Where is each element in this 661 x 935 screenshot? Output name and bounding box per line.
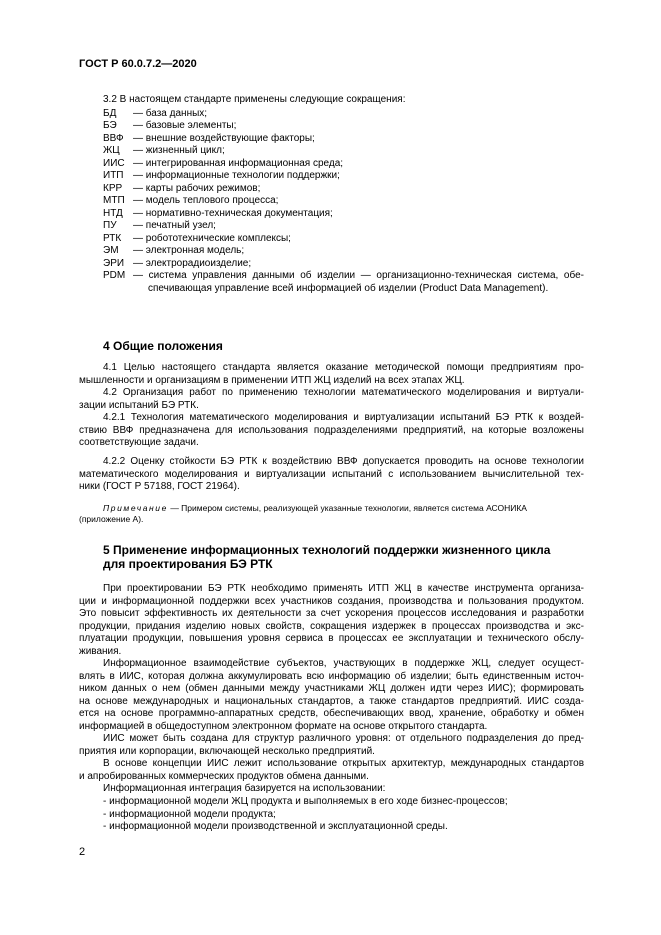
abbreviation-item bbox=[103, 183, 584, 196]
page-number: 2 bbox=[79, 846, 86, 858]
text-line: мышленности и организациям в применении ИТП ЖЦ изделий на всех этапах ЖЦ. bbox=[79, 374, 465, 386]
note-label: Примечание bbox=[103, 503, 168, 513]
paragraph-4-2-2 bbox=[79, 456, 584, 494]
abbreviation-item bbox=[103, 170, 584, 183]
heading-text: 4 Общие положения bbox=[103, 339, 223, 353]
text-line: ИИС может быть создана для структур различного уровня: от отдельного подразделения до пред- bbox=[103, 733, 584, 744]
section-5-paragraph-4 bbox=[79, 758, 584, 783]
abbreviation-definition: — робототехнические комплексы; bbox=[133, 232, 291, 244]
heading-text: для проектирования БЭ РТК bbox=[103, 557, 273, 571]
abbreviation-definition: — электрорадиоизделие; bbox=[133, 257, 252, 269]
text-line: влять в ИИС, которая должна аккумулировать всю информацию об изделии; быть единственным источ- bbox=[79, 670, 584, 682]
abbreviation-definition: — внешние воздействующие факторы; bbox=[133, 132, 315, 144]
text-line: 4.1 Целью настоящего стандарта является оказание методической помощи предприятиям про- bbox=[103, 362, 584, 373]
list-item: - информационной модели ЖЦ продукта и выполняемых в его ходе бизнес-процессов; bbox=[103, 796, 508, 807]
text-line: 4.2.1 Технология математического моделирования и виртуализации испытаний БЭ РТК к воздей- bbox=[103, 412, 584, 423]
text-line: ции и информационной поддержки всех участников создания, производства и пользования продуктом. bbox=[79, 595, 584, 607]
text-line: информацией в общедоступном электронном формате на основе открытого стандарта. bbox=[79, 720, 488, 732]
abbreviation-item bbox=[103, 233, 584, 246]
abbreviation-definition: — интегрированная информационная среда; bbox=[133, 157, 344, 169]
abbreviation-definition: — нормативно-техническая документация; bbox=[133, 207, 333, 219]
abbreviation-code: БД bbox=[103, 107, 117, 119]
abbreviation-definition: — модель теплового процесса; bbox=[133, 195, 279, 206]
abbreviation-item bbox=[103, 145, 584, 158]
text-line: на основе международных и национальных стандартов, а также стандартов предприятий. ИИС созда- bbox=[79, 695, 584, 707]
abbreviation-code: ИТП bbox=[103, 170, 124, 181]
text-line: живания. bbox=[79, 645, 122, 657]
abbreviation-definition: — базовые элементы; bbox=[133, 120, 237, 131]
text-line: (приложение А). bbox=[79, 514, 144, 524]
abbreviation-code: ЖЦ bbox=[103, 145, 120, 156]
abbreviation-item bbox=[103, 133, 584, 146]
abbreviation-item bbox=[103, 245, 584, 258]
abbreviation-definition: — жизненный цикл; bbox=[133, 145, 225, 156]
text-line: ется на основе программно-аппаратных средств, обеспечивающих ввод, хранение, обработку и обмен bbox=[79, 708, 584, 719]
abbreviation-item bbox=[103, 258, 584, 271]
abbreviation-item bbox=[103, 108, 584, 121]
list-item: - информационной модели продукта; bbox=[103, 808, 276, 820]
paragraph-4-2-1 bbox=[79, 412, 584, 450]
text-line: 4.2 Организация работ по применению технологии математического моделирования и виртуали- bbox=[103, 387, 584, 398]
text-line: ники (ГОСТ Р 57188, ГОСТ 21964). bbox=[79, 481, 240, 492]
abbreviation-code: МТП bbox=[103, 195, 125, 206]
text-line: ствию ВВФ предназначена для использования подразделениями предприятий, на которые возложены bbox=[79, 424, 584, 436]
text-line: Информационное взаимодействие субъектов, участвующих в поддержке ЖЦ, следует осущест- bbox=[103, 658, 584, 669]
text-line: продукции, придания изделию новых свойств, сокращения издержек в процессах производства и экс- bbox=[79, 620, 584, 632]
text-line: приятия или корпорации, включающей несколько предприятий. bbox=[79, 745, 375, 757]
abbreviation-item-pdm bbox=[103, 270, 584, 295]
abbreviation-code: БЭ bbox=[103, 120, 117, 131]
text-line: и апробированных коммерческих продуктов обмена данными. bbox=[79, 770, 369, 782]
note-block bbox=[79, 503, 584, 525]
abbreviation-definition bbox=[133, 270, 584, 295]
abbreviations-intro bbox=[79, 94, 584, 107]
standard-code-header: ГОСТ Р 60.0.7.2—2020 bbox=[79, 58, 197, 70]
abbreviation-code: ПУ bbox=[103, 220, 117, 231]
text-line: При проектировании БЭ РТК необходимо применять ИТП ЖЦ в качестве инструмента организа- bbox=[103, 583, 584, 594]
abbreviation-definition: — карты рабочих режимов; bbox=[133, 182, 261, 194]
section-5-paragraph-3 bbox=[79, 733, 584, 758]
section-4-heading bbox=[103, 339, 584, 353]
abbreviation-item bbox=[103, 195, 584, 208]
text-line: соответствующие задачи. bbox=[79, 437, 199, 448]
abbreviation-definition: — база данных; bbox=[133, 107, 208, 119]
text-line: — система управления данными об изделии — организационно-техническая система, обе- bbox=[133, 270, 584, 281]
text-line: Это повысит эффективность их деятельности за счет ускорения процессов исследования и разработки bbox=[79, 608, 584, 619]
text-line bbox=[79, 503, 584, 514]
text-line: плуатации продукции, повышения уровня сервиса в процессах ее эксплуатации и технического обслу- bbox=[79, 633, 584, 644]
abbreviation-item bbox=[103, 220, 584, 233]
text-line: спечивающая управление всей информацией об изделии (Product Data Management). bbox=[148, 282, 549, 294]
abbreviation-code: НТД bbox=[103, 207, 123, 219]
abbreviation-code: ЭРИ bbox=[103, 257, 125, 269]
abbreviation-code: ИИС bbox=[103, 157, 125, 169]
abbreviation-code: КРР bbox=[103, 182, 123, 194]
text-line: ником данных о нем (обмен данными между участниками ЖЦ должен идти через ИИС); формировать bbox=[79, 683, 584, 694]
text-line: зации испытаний БЭ РТК. bbox=[79, 399, 199, 411]
note-text: — Примером системы, реализующей указанные технологии, является система АСОНИКА bbox=[167, 503, 527, 513]
section-5-paragraph-2 bbox=[79, 658, 584, 733]
section-5-paragraph-5 bbox=[79, 783, 584, 796]
abbreviation-definition: — печатный узел; bbox=[133, 220, 216, 231]
abbreviation-definition: — электронная модель; bbox=[133, 245, 245, 256]
abbreviation-code: ВВФ bbox=[103, 132, 124, 144]
list-item: - информационной модели производственной и эксплуатационной среды. bbox=[103, 821, 448, 832]
abbreviation-code: РТК bbox=[103, 232, 122, 244]
text-line: 3.2 В настоящем стандарте применены следующие сокращения: bbox=[103, 94, 406, 105]
abbreviation-item bbox=[103, 120, 584, 133]
heading-text: 5 Применение информационных технологий поддержки жизненного цикла bbox=[103, 543, 551, 557]
paragraph-4-1 bbox=[79, 362, 584, 387]
integration-bullet-list bbox=[79, 796, 584, 834]
text-line: 4.2.2 Оценку стойкости БЭ РТК к воздействию ВВФ допускается проводить на основе технологии bbox=[103, 456, 584, 467]
paragraph-4-2 bbox=[79, 387, 584, 412]
section-5-paragraph-1 bbox=[79, 583, 584, 658]
text-line: Информационная интеграция базируется на использовании: bbox=[103, 783, 386, 794]
abbreviation-code: PDM bbox=[103, 270, 126, 281]
section-5-heading bbox=[103, 543, 584, 571]
abbreviation-code: ЭМ bbox=[103, 245, 119, 256]
text-line: В основе концепции ИИС лежит использование открытых архитектур, международных стандартов bbox=[103, 758, 584, 769]
abbreviation-item bbox=[103, 158, 584, 171]
abbreviation-item bbox=[103, 208, 584, 221]
abbreviation-definition: — информационные технологии поддержки; bbox=[133, 170, 340, 181]
text-line: математического моделирования и виртуализации испытаний с использованием вычислительной тех- bbox=[79, 468, 584, 480]
abbreviations-list bbox=[103, 108, 584, 296]
